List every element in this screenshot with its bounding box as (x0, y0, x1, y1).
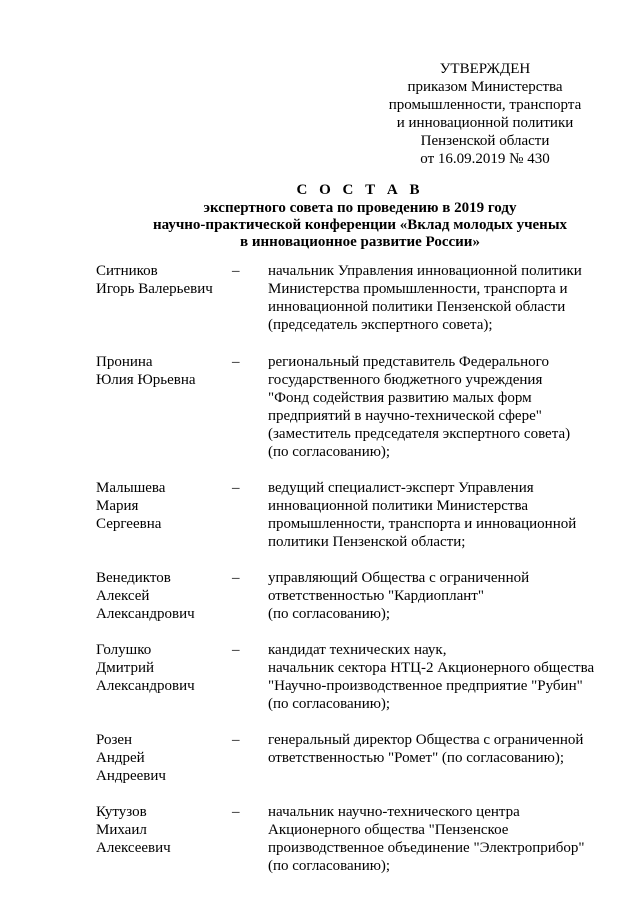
member-row (96, 731, 616, 785)
member-role-line: (по согласованию); (268, 858, 391, 874)
member-name (96, 353, 232, 389)
member-dash: – (232, 570, 240, 586)
member-row (96, 262, 616, 334)
member-role (268, 353, 608, 461)
member-name (96, 803, 232, 857)
member-name-line: Розен (96, 732, 133, 748)
member-name-line: Ситников (96, 263, 158, 279)
member-role (268, 803, 608, 875)
member-role-line: управляющий Общества с ограниченной (268, 570, 530, 586)
title-line: научно-практической конференции «Вклад молодых ученых (152, 217, 568, 233)
member-row (96, 569, 616, 623)
member-role-line: государственного бюджетного учреждения (268, 372, 543, 388)
member-name-line: Пронина (96, 354, 153, 370)
member-row (96, 479, 616, 551)
approval-line: и инновационной политики (396, 115, 574, 131)
member-role-line: ведущий специалист-эксперт Управления (268, 480, 534, 496)
member-name-line: Алексеевич (96, 840, 171, 856)
member-role-line: региональный представитель Федерального (268, 354, 549, 370)
member-name-line: Андрей (96, 750, 145, 766)
approval-line: УТВЕРЖДЕН (439, 61, 531, 77)
title-heading: С О С Т А В (296, 182, 424, 198)
member-role-line: "Фонд содействия развитию малых форм (268, 390, 532, 406)
member-dash: – (232, 732, 240, 748)
member-name-line: Дмитрий (96, 660, 155, 676)
member-role-line: (председатель экспертного совета); (268, 317, 493, 333)
document-title (60, 180, 640, 251)
member-role-line: (по согласованию); (268, 606, 391, 622)
member-role-line: начальник сектора НТЦ-2 Акционерного общества (268, 660, 595, 676)
member-role-line: инновационной политики Пензенской области (268, 299, 566, 315)
approval-stamp (370, 60, 600, 168)
member-role-line: Министерства промышленности, транспорта и (268, 281, 568, 297)
approval-line: от 16.09.2019 № 430 (420, 151, 550, 167)
member-name (96, 569, 232, 623)
member-dash: – (232, 354, 240, 370)
member-role-line: инновационной политики Министерства (268, 498, 529, 514)
member-role-line: Акционерного общества "Пензенское (268, 822, 509, 838)
member-name-line: Кутузов (96, 804, 147, 820)
member-name (96, 641, 232, 695)
member-role (268, 731, 608, 767)
member-dash: – (232, 804, 240, 820)
member-row (96, 641, 616, 713)
member-role-line: кандидат технических наук, (268, 642, 447, 658)
member-name-line: Юлия Юрьевна (96, 372, 196, 388)
member-role-line: "Научно-производственное предприятие "Рубин" (268, 678, 583, 694)
member-row (96, 803, 616, 875)
member-name-line: Голушко (96, 642, 152, 658)
member-role-line: (по согласованию); (268, 696, 391, 712)
member-name-line: Малышева (96, 480, 166, 496)
member-name-line: Игорь Валерьевич (96, 281, 213, 297)
member-name (96, 262, 232, 298)
member-role-line: (по согласованию); (268, 444, 391, 460)
member-role (268, 479, 608, 551)
member-name (96, 479, 232, 533)
member-name-line: Венедиктов (96, 570, 171, 586)
member-role-line: производственное объединение "Электроприбор" (268, 840, 585, 856)
member-dash: – (232, 642, 240, 658)
member-role (268, 569, 608, 623)
members-list (96, 262, 616, 875)
member-name-line: Мария (96, 498, 139, 514)
member-name-line: Александрович (96, 606, 195, 622)
member-role-line: генеральный директор Общества с ограниченной (268, 732, 584, 748)
member-row (96, 353, 616, 461)
approval-line: промышленности, транспорта (388, 97, 582, 113)
member-name-line: Александрович (96, 678, 195, 694)
member-name-line: Андреевич (96, 768, 166, 784)
member-role-line: (заместитель председателя экспертного совета) (268, 426, 571, 442)
member-name (96, 731, 232, 785)
member-role-line: политики Пензенской области; (268, 534, 466, 550)
member-role-line: ответственностью "Ромет" (по согласованию); (268, 750, 565, 766)
member-role (268, 262, 608, 334)
approval-line: Пензенской области (420, 133, 550, 149)
member-name-line: Алексей (96, 588, 150, 604)
member-role (268, 641, 608, 713)
member-role-line: ответственностью "Кардиоплант" (268, 588, 484, 604)
member-role-line: промышленности, транспорта и инновационной (268, 516, 577, 532)
approval-line: приказом Министерства (407, 79, 563, 95)
member-name-line: Сергеевна (96, 516, 162, 532)
title-line: в инновационное развитие России» (240, 234, 480, 250)
member-dash: – (232, 263, 240, 279)
title-line: экспертного совета по проведению в 2019 году (203, 200, 517, 216)
member-role-line: начальник Управления инновационной политики (268, 263, 582, 279)
member-dash: – (232, 480, 240, 496)
member-name-line: Михаил (96, 822, 147, 838)
member-role-line: начальник научно-технического центра (268, 804, 520, 820)
member-role-line: предприятий в научно-технической сфере" (268, 408, 542, 424)
